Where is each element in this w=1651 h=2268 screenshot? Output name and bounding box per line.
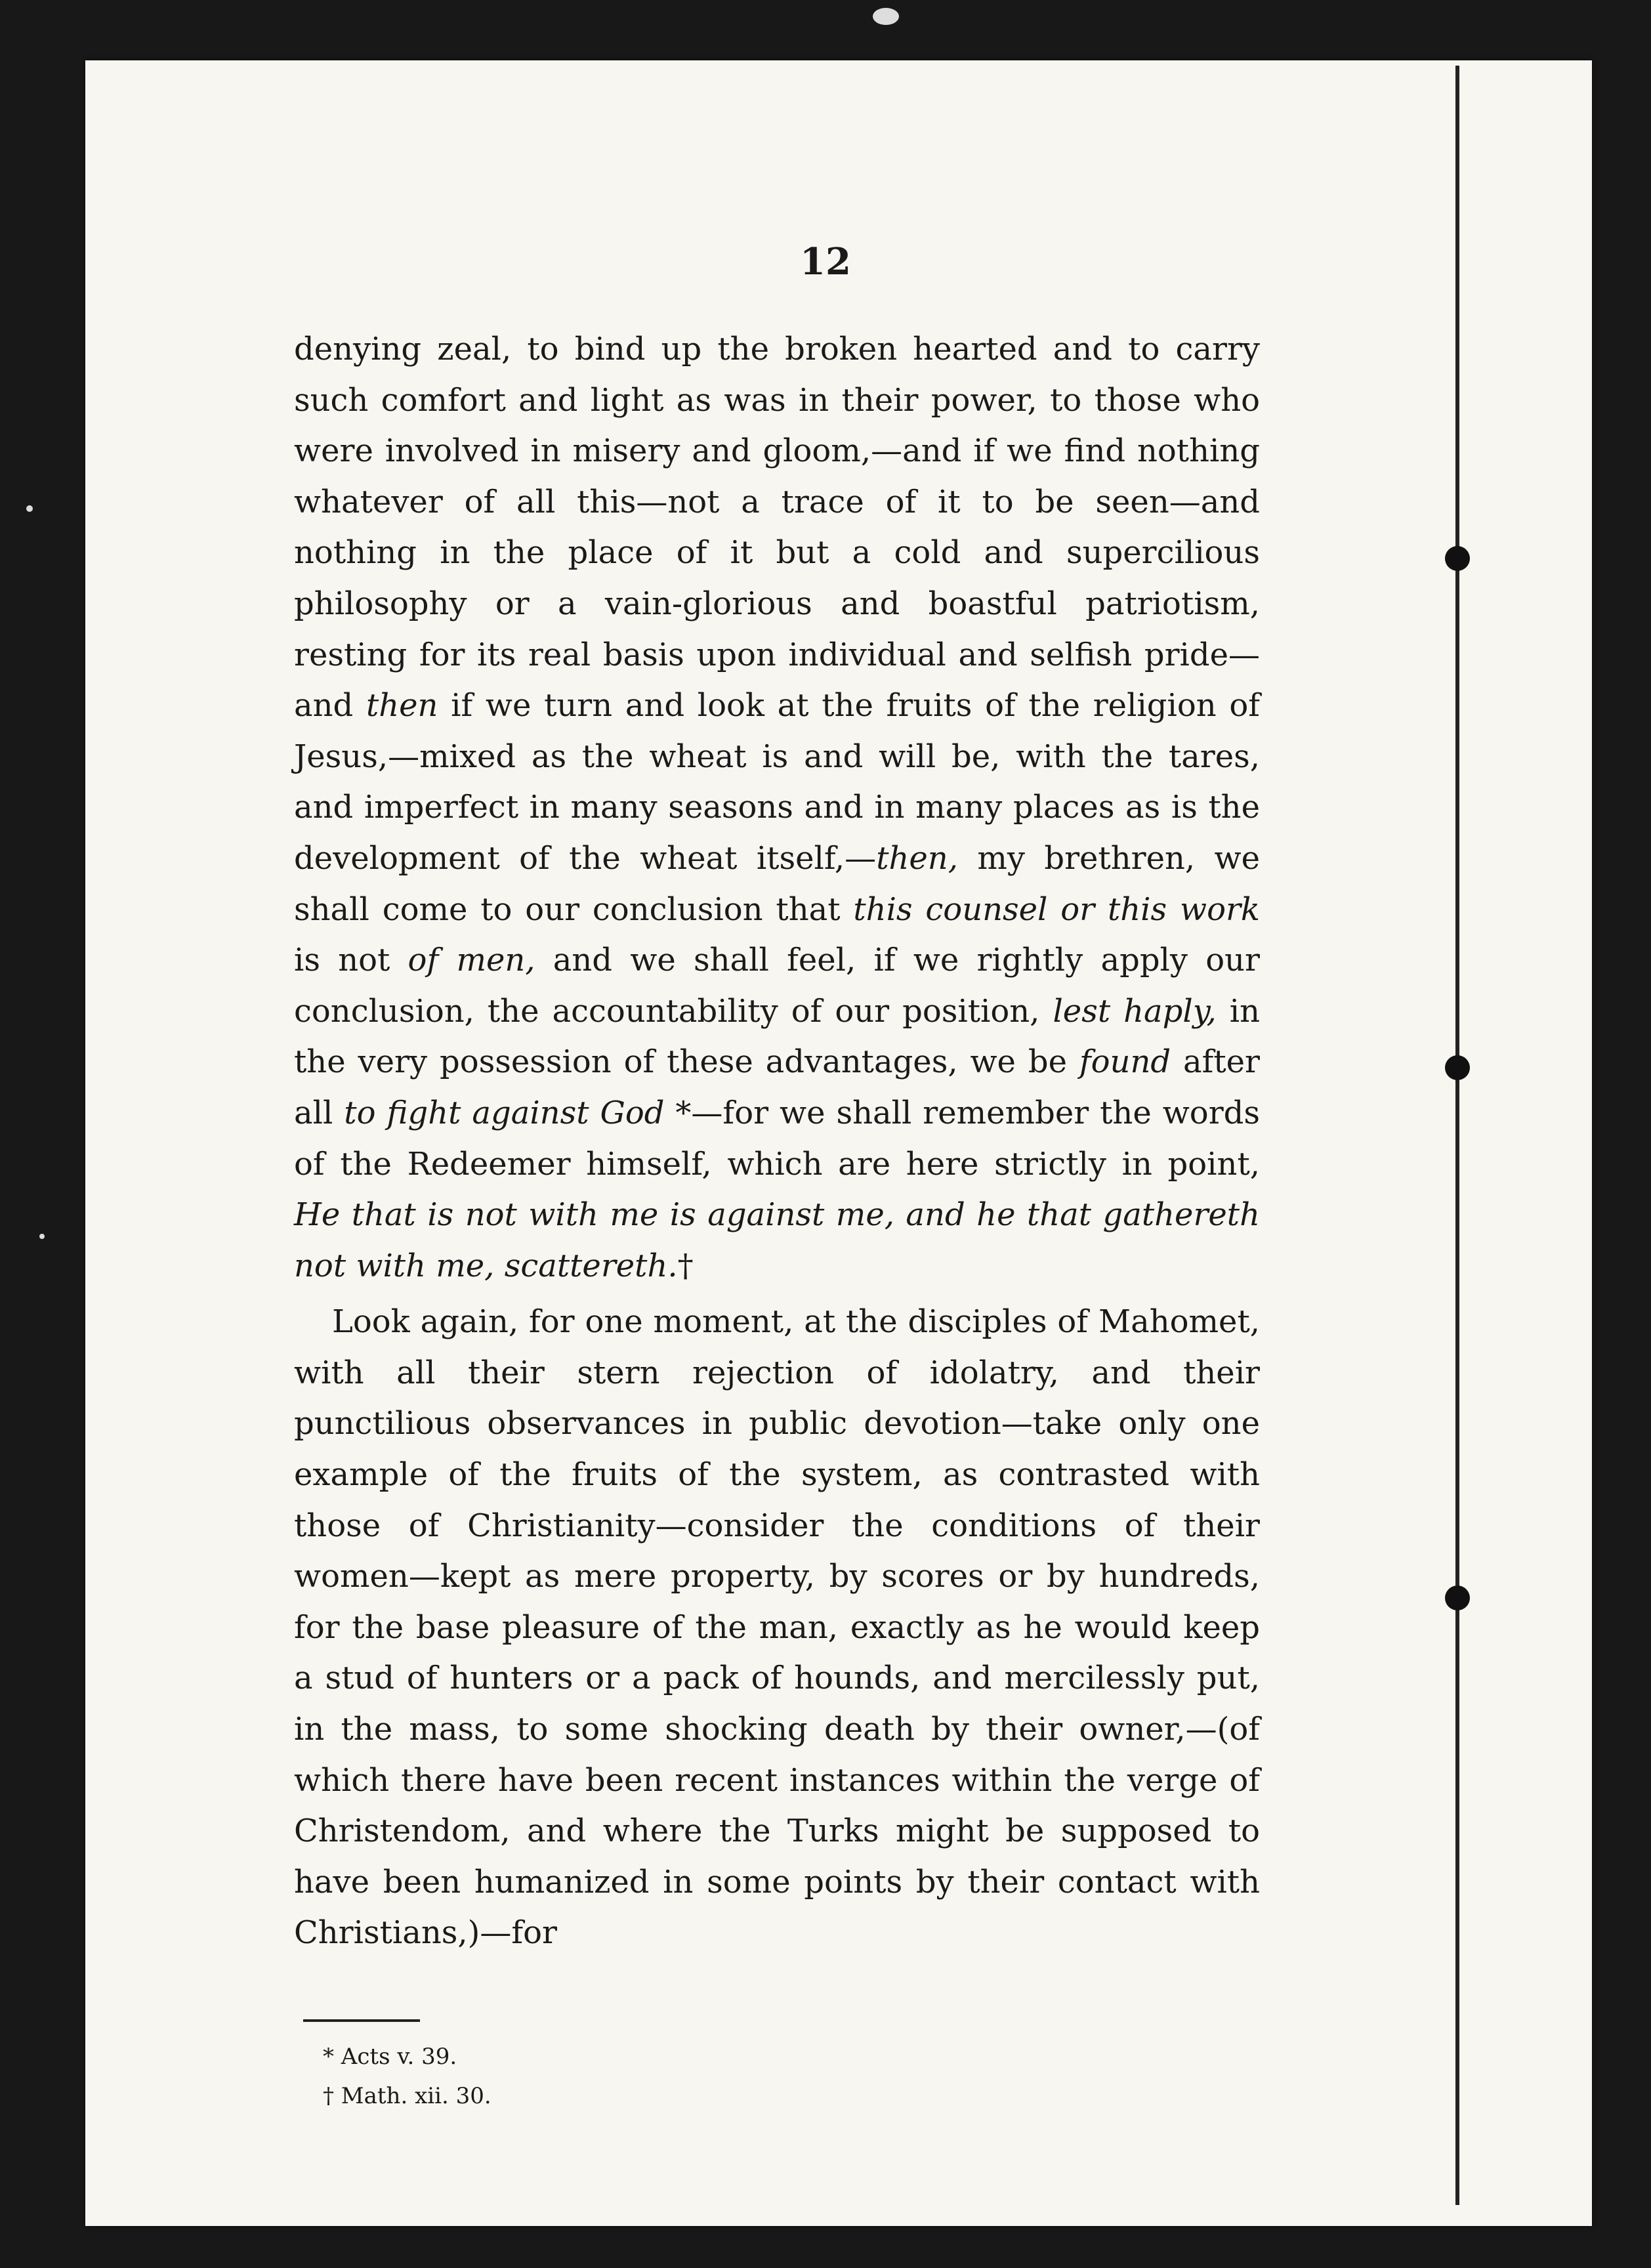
binding-mark	[1445, 546, 1470, 571]
italic-run: this counsel or this work	[853, 891, 1261, 928]
footnote-matthew: † Math. xii. 30.	[323, 2083, 491, 2109]
italic-run: of men,	[408, 942, 535, 979]
italic-run: to fight against God	[344, 1094, 665, 1131]
text-run: my brethren, we shall come to our conclusion that	[294, 839, 1261, 928]
scan-speck	[873, 8, 899, 25]
italic-run: then	[366, 687, 438, 724]
adjacent-page-edge	[1455, 66, 1459, 2205]
footnotes	[323, 2037, 491, 2116]
text-run: †	[677, 1247, 694, 1284]
text-run: is not	[294, 942, 408, 979]
text-run: Look again, for one moment, at the disciples of Mahomet, with all their stern rejection of idolatry, and their punctilious observances in public devotion—take only one example of the fruits of the system, as contrasted with those of Christianity—consider the conditions of their women—kept as mere property, by scores or by hundreds, for the base pleasure of the man, exactly as he would keep a stud of hunters or a pack of hounds, and mercilessly put, in the mass, to some shocking death by their owner,—(of which there have been recent instances within the verge of Christendom, and where the Turks might be supposed to have been humanized in some points by their contact with Christians,)—for	[294, 1303, 1260, 1952]
footnote-rule	[303, 2019, 420, 2022]
scan-speck	[26, 505, 33, 512]
text-run: denying zeal, to bind up the broken hearted and to carry such comfort and light as was in their power, to those who were involved in misery and gloom,—and if we find nothing whatever of all this—not a trace of it to be seen—and nothing in the place of it but a cold and supercilious philosophy or a vain-glorious and boastful patriotism, resting for its real basis upon individual and selfish pride—and	[294, 331, 1260, 724]
scan-speck	[39, 1234, 45, 1239]
text-run: and we shall feel, if we rightly apply our conclusion, the accountability of our position,	[294, 942, 1261, 1030]
body-text	[294, 324, 1260, 1959]
text-run: *—for we shall remember the words of the Redeemer himself, which are here strictly in point,	[294, 1094, 1260, 1183]
binding-mark	[1445, 1586, 1470, 1610]
paragraph	[294, 1297, 1260, 1959]
text-run: after all	[294, 1043, 1261, 1131]
text-run: if we turn and look at the fruits of the religion of Jesus,—mixed as the wheat is and will be, with the tares, and imperfect in many seasons and in many places as is the development of the wheat itself,—	[294, 687, 1260, 877]
italic-run: lest haply,	[1053, 992, 1217, 1030]
text-run: in the very possession of these advantages, we be	[294, 992, 1261, 1081]
page-number: 12	[800, 240, 851, 284]
footnote-acts: * Acts v. 39.	[323, 2044, 457, 2070]
italic-run: He that is not with me is against me, and he that gathereth not with me, scattereth.	[294, 1196, 1260, 1284]
italic-run: found	[1079, 1043, 1171, 1081]
binding-mark	[1445, 1055, 1470, 1080]
paragraph	[294, 324, 1260, 1292]
italic-run: then,	[876, 839, 958, 877]
